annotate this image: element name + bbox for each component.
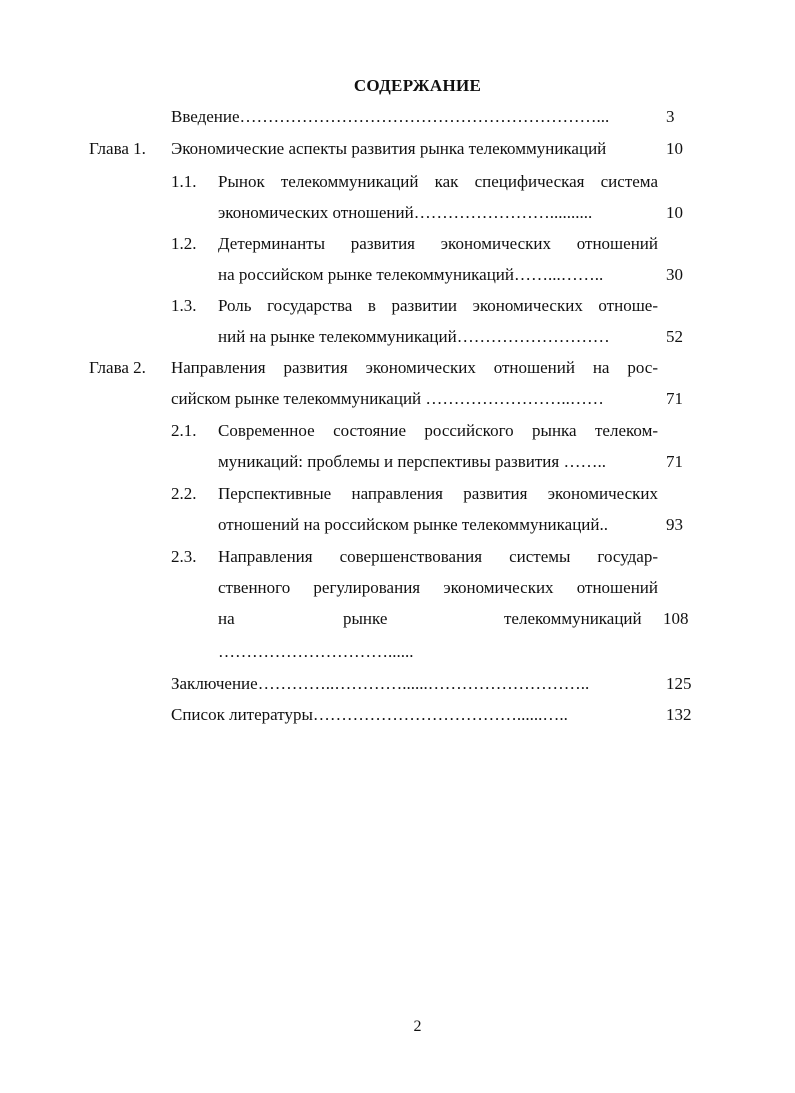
toc-entry-page: 132 (666, 705, 692, 724)
toc-entry-number: 1.2. (171, 234, 197, 253)
toc-entry-text: Заключение…………..…………......……………………….. (171, 674, 590, 693)
toc-entry-text-word: на (218, 609, 235, 628)
page-title: СОДЕРЖАНИЕ (353, 76, 482, 95)
toc-entry-number: 1.3. (171, 296, 197, 315)
toc-entry-text-line: Роль государства в развитии экономических отноше- (218, 296, 658, 315)
toc-entry-page: 3 (666, 107, 675, 126)
toc-entry-page: 125 (666, 674, 692, 693)
toc-entry-text-line: Современное состояние российского рынка телеком- (218, 421, 658, 440)
toc-entry-page: 93 (666, 515, 683, 534)
toc-entry-page: 71 (666, 389, 683, 408)
toc-entry-number: 1.1. (171, 172, 197, 191)
toc-entry-text-line: сийском рынке телекоммуникаций ……………………..…… (171, 389, 604, 408)
toc-entry-number: 2.2. (171, 484, 197, 503)
toc-entry-leader-line: …………………………...... (218, 642, 414, 661)
toc-entry-text-line: ственного регулирования экономических отношений (218, 578, 658, 597)
toc-entry-text-line: отношений на российском рынке телекоммуникаций.. (218, 515, 608, 534)
toc-entry-text-line: Направления совершенствования системы государ- (218, 547, 658, 566)
toc-entry-text-word: рынке (343, 609, 388, 628)
toc-entry-number: 2.1. (171, 421, 197, 440)
toc-entry-text: Введение………………………………………………………... (171, 107, 610, 126)
toc-entry-text-line: экономических отношений…………………….......... (218, 203, 593, 222)
toc-entry-page: 10 (666, 203, 683, 222)
toc-entry-page: 108 (663, 609, 689, 628)
toc-entry-text: Экономические аспекты развития рынка телекоммуникаций (171, 139, 607, 158)
toc-entry-text: Список литературы………………………………......….. (171, 705, 568, 724)
toc-entry-text-line: Рынок телекоммуникаций как специфическая система (218, 172, 658, 191)
toc-entry-text-line: муникаций: проблемы и перспективы развития …….. (218, 452, 606, 471)
page-number: 2 (413, 1018, 422, 1035)
toc-entry-page: 71 (666, 452, 683, 471)
toc-entry-prefix: Глава 2. (89, 358, 146, 377)
toc-entry-prefix: Глава 1. (89, 139, 146, 158)
toc-entry-text-line: Детерминанты развития экономических отношений (218, 234, 658, 253)
toc-entry-text-line: ний на рынке телекоммуникаций……………………… (218, 327, 610, 346)
toc-entry-number: 2.3. (171, 547, 197, 566)
toc-entry-text-line: на российском рынке телекоммуникаций……...…….. (218, 265, 604, 284)
toc-entry-page: 30 (666, 265, 683, 284)
toc-entry-text-line: Направления развития экономических отношений на рос- (171, 358, 658, 377)
toc-entry-text-line: Перспективные направления развития экономических (218, 484, 658, 503)
toc-entry-text-word: телекоммуникаций (504, 609, 642, 628)
toc-entry-page: 10 (666, 139, 683, 158)
toc-entry-page: 52 (666, 327, 683, 346)
